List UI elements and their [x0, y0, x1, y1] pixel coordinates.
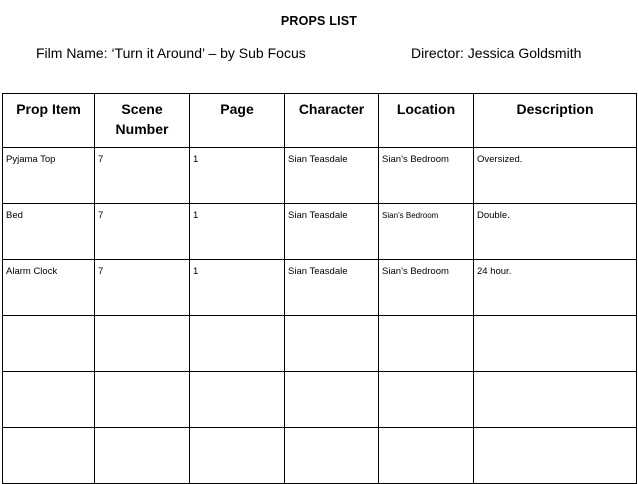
cell-character	[285, 316, 379, 372]
header-page: Page	[190, 94, 285, 148]
cell-scene: 7	[95, 260, 190, 316]
cell-character: Sian Teasdale	[285, 260, 379, 316]
cell-description: 24 hour.	[474, 260, 637, 316]
cell-page: 1	[190, 148, 285, 204]
cell-location	[379, 428, 474, 484]
cell-character	[285, 428, 379, 484]
cell-location	[379, 316, 474, 372]
cell-description	[474, 428, 637, 484]
cell-description: Oversized.	[474, 148, 637, 204]
cell-scene: 7	[95, 148, 190, 204]
cell-character: Sian Teasdale	[285, 148, 379, 204]
cell-character: Sian Teasdale	[285, 204, 379, 260]
cell-character	[285, 372, 379, 428]
director-line: Director: Jessica Goldsmith	[411, 45, 582, 61]
cell-page	[190, 372, 285, 428]
table-row	[3, 204, 637, 260]
cell-scene	[95, 428, 190, 484]
cell-prop-item	[3, 316, 95, 372]
cell-prop-item: Alarm Clock	[3, 260, 95, 316]
header-scene-number	[95, 94, 190, 148]
header-scene-line2: Number	[115, 121, 169, 137]
cell-scene	[95, 372, 190, 428]
cell-description	[474, 372, 637, 428]
cell-location: Sian’s Bedroom	[379, 148, 474, 204]
table-header-row	[3, 94, 637, 148]
table-row-empty	[3, 428, 637, 484]
cell-page: 1	[190, 204, 285, 260]
film-name-line: Film Name: ‘Turn it Around’ – by Sub Focus	[36, 45, 306, 61]
table-row	[3, 148, 637, 204]
table-row-empty	[3, 316, 637, 372]
cell-scene: 7	[95, 204, 190, 260]
cell-prop-item: Bed	[3, 204, 95, 260]
cell-location: Sian’s Bedroom	[379, 260, 474, 316]
cell-page	[190, 428, 285, 484]
cell-scene	[95, 316, 190, 372]
cell-location: Sian’s Bedroom	[379, 204, 474, 260]
header-prop-item: Prop Item	[3, 94, 95, 148]
document-title: PROPS LIST	[280, 14, 358, 28]
cell-description	[474, 316, 637, 372]
header-location: Location	[379, 94, 474, 148]
header-description: Description	[474, 94, 637, 148]
header-character: Character	[285, 94, 379, 148]
table-row-empty	[3, 372, 637, 428]
cell-prop-item	[3, 428, 95, 484]
cell-page	[190, 316, 285, 372]
cell-page: 1	[190, 260, 285, 316]
table-row	[3, 260, 637, 316]
header-scene-line1: Scene	[121, 101, 163, 117]
cell-description: Double.	[474, 204, 637, 260]
props-table	[2, 93, 637, 484]
cell-prop-item: Pyjama Top	[3, 148, 95, 204]
cell-prop-item	[3, 372, 95, 428]
cell-location	[379, 372, 474, 428]
